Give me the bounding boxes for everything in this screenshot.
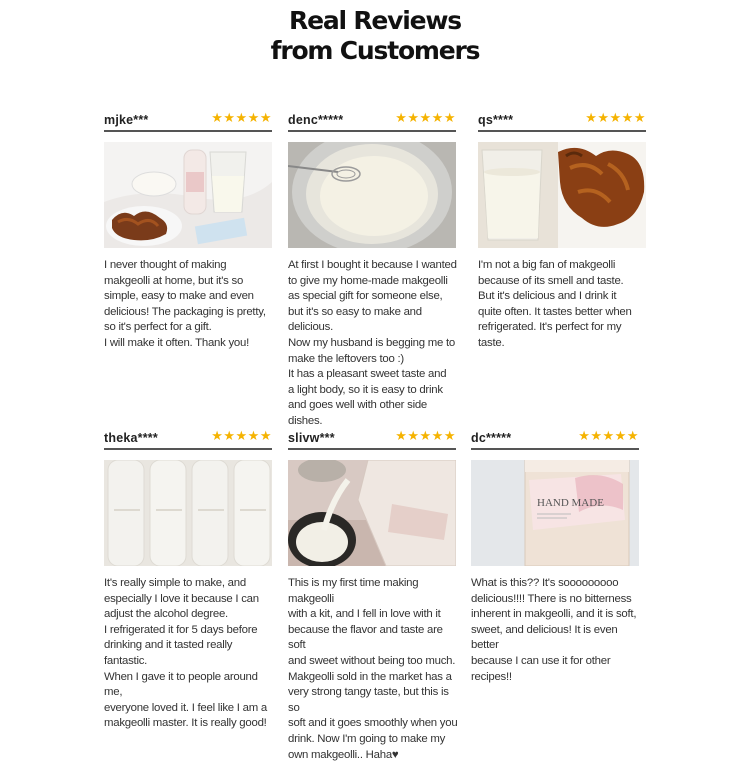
review-photo bbox=[104, 142, 272, 248]
star-rating-icon: ★★★★★ bbox=[211, 111, 272, 126]
review-card bbox=[104, 429, 272, 730]
review-photo bbox=[288, 142, 456, 248]
review-line: It has a pleasant sweet taste and bbox=[288, 368, 447, 381]
review-text bbox=[288, 576, 460, 763]
review-header bbox=[288, 430, 456, 450]
review-line: adjust the alcohol degree. bbox=[104, 608, 228, 621]
review-card bbox=[288, 429, 458, 761]
review-line: and goes well with other side dishes. bbox=[288, 399, 428, 427]
review-line: At first I bought it because I wanted bbox=[288, 259, 457, 271]
review-line: especially I love it because I can bbox=[104, 592, 259, 605]
review-photo bbox=[478, 142, 646, 248]
reviewer-name: theka**** bbox=[104, 431, 158, 445]
review-line: I never thought of making bbox=[104, 259, 227, 271]
review-line: a light body, so it is easy to drink bbox=[288, 383, 443, 396]
review-line: as special gift for someone else, bbox=[288, 290, 443, 303]
title-line-1: Real Reviews bbox=[289, 6, 461, 35]
review-line: because the flavor and taste are soft bbox=[288, 623, 443, 652]
review-line: This is my first time making makgeolli bbox=[288, 577, 419, 605]
star-rating-icon: ★★★★★ bbox=[211, 429, 272, 444]
review-line: Makgeolli sold in the market has a bbox=[288, 670, 452, 683]
review-line: very strong tangy taste, but this is so bbox=[288, 686, 449, 714]
review-line: I refrigerated it for 5 days before bbox=[104, 623, 258, 636]
review-line: I'm not a big fan of makgeolli bbox=[478, 259, 616, 271]
review-card bbox=[478, 111, 646, 349]
review-card bbox=[104, 111, 272, 349]
review-line: drinking and it tasted really fantastic. bbox=[104, 639, 233, 667]
review-line: What is this?? It's sooooooooo bbox=[471, 577, 619, 589]
review-photo bbox=[288, 460, 456, 566]
title-line-2: from Customers bbox=[270, 36, 480, 65]
review-header bbox=[478, 112, 646, 132]
review-text bbox=[478, 258, 650, 352]
review-line: delicious!!!! There is no bitterness bbox=[471, 592, 632, 605]
review-line: make the leftovers too :) bbox=[288, 352, 404, 365]
review-text bbox=[104, 258, 276, 352]
review-line: drink. Now I'm going to make my bbox=[288, 732, 446, 745]
star-rating-icon: ★★★★★ bbox=[585, 111, 646, 126]
review-card bbox=[471, 429, 639, 683]
star-rating-icon: ★★★★★ bbox=[395, 111, 456, 126]
reviewer-name: slivw*** bbox=[288, 431, 335, 445]
review-line: but it's so easy to make and delicious. bbox=[288, 305, 422, 334]
review-header bbox=[288, 112, 456, 132]
review-line: It's really simple to make, and bbox=[104, 577, 246, 589]
review-line: refrigerated. It's perfect for my taste. bbox=[478, 321, 622, 349]
jar-label-text: HAND MADE bbox=[537, 497, 604, 509]
review-line: soft and it goes smoothly when you bbox=[288, 717, 458, 730]
star-rating-icon: ★★★★★ bbox=[395, 429, 456, 444]
review-line: makgeolli at home, but it's so bbox=[104, 274, 244, 287]
review-line: and sweet without being too much. bbox=[288, 654, 456, 667]
review-line: with a kit, and I fell in love with it bbox=[288, 608, 441, 621]
review-line: so it's perfect for a gift. bbox=[104, 321, 212, 334]
reviewer-name: mjke*** bbox=[104, 113, 149, 127]
review-header bbox=[104, 430, 272, 450]
review-line: But it's delicious and I drink it bbox=[478, 290, 617, 303]
review-line: I will make it often. Thank you! bbox=[104, 336, 250, 349]
star-rating-icon: ★★★★★ bbox=[578, 429, 639, 444]
review-card bbox=[288, 111, 457, 427]
review-text bbox=[288, 258, 460, 430]
review-text bbox=[104, 576, 276, 732]
review-photo bbox=[104, 460, 272, 566]
review-line: delicious! The packaging is pretty, bbox=[104, 305, 266, 318]
review-text bbox=[471, 576, 643, 685]
review-line: because of its smell and taste. bbox=[478, 274, 624, 287]
reviewer-name: qs**** bbox=[478, 113, 514, 127]
review-header bbox=[104, 112, 272, 132]
review-line: When I gave it to people around me, bbox=[104, 670, 258, 699]
review-line: to give my home-made makgeolli bbox=[288, 274, 448, 287]
review-line: sweet, and delicious! It is even better bbox=[471, 623, 618, 652]
reviewer-name: denc***** bbox=[288, 113, 344, 127]
review-line: inherent in makgeolli, and it is soft, bbox=[471, 608, 637, 621]
review-line: own makgeolli.. Haha♥ bbox=[288, 748, 399, 761]
page-title bbox=[0, 6, 750, 66]
review-line: makgeolli master. It is really good! bbox=[104, 717, 267, 730]
review-line: because I can use it for other recipes!! bbox=[471, 654, 611, 683]
review-line: simple, easy to make and even bbox=[104, 290, 254, 303]
review-header bbox=[471, 430, 639, 450]
review-photo bbox=[471, 460, 639, 566]
review-line: quite often. It tastes better when bbox=[478, 305, 632, 318]
reviewer-name: dc***** bbox=[471, 431, 512, 445]
review-line: Now my husband is begging me to bbox=[288, 336, 456, 349]
review-line: everyone loved it. I feel like I am a bbox=[104, 701, 267, 714]
